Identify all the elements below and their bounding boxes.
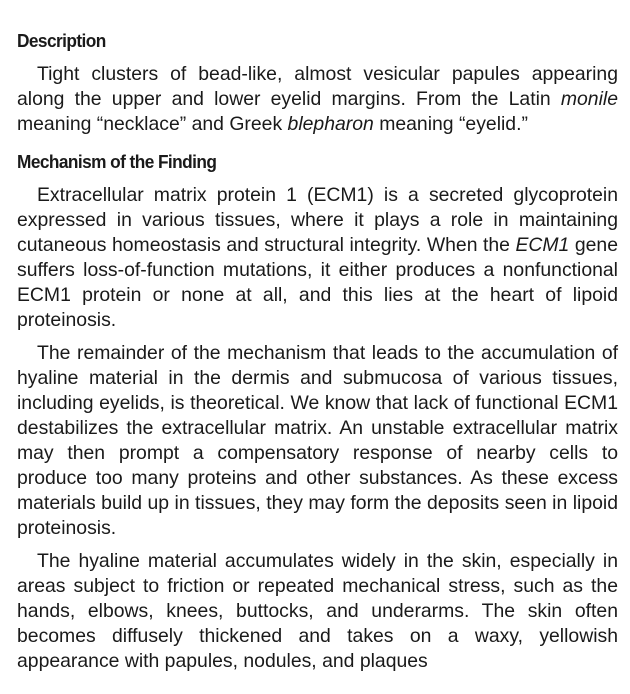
mechanism-paragraph-2 xyxy=(17,341,618,541)
section-heading-description: Description xyxy=(17,31,106,51)
italic-term-monile: monile xyxy=(560,88,618,110)
text-run: Tight clusters of bead-like, almost vesicular papules appearing along the upper and lower eyelid margins. From the Latin xyxy=(17,63,618,110)
mechanism-paragraph-1 xyxy=(17,183,618,333)
text-run: The hyaline material accumulates widely in the skin, especially in areas subject to friction or repeated mechanical stress, such as the hands, elbows, knees, buttocks, and underarms. The skin often becomes diffusely thickened and takes on a waxy, yellowish appearance with papules, nodules, and plaques xyxy=(17,550,618,672)
text-run: meaning “necklace” and Greek xyxy=(17,113,288,135)
text-run: gene suffers loss-of-function mutations, it either produces a nonfunctional ECM1 protein or none at all, and this lies at the heart of lipoid proteinosis. xyxy=(17,234,618,331)
italic-gene-name: ECM1 xyxy=(515,234,570,256)
description-paragraph xyxy=(17,62,618,137)
text-run: meaning “eyelid.” xyxy=(373,113,528,135)
italic-term-blepharon: blepharon xyxy=(287,113,374,135)
mechanism-paragraph-3 xyxy=(17,549,618,674)
document-page xyxy=(17,30,618,674)
section-heading-mechanism: Mechanism of the Finding xyxy=(17,152,217,172)
text-run: Extracellular matrix protein 1 (ECM1) is a secreted glycoprotein expressed in various tissues, where it plays a role in maintaining cutaneous homeostasis and structural integrity. When the xyxy=(17,184,618,256)
text-run: The remainder of the mechanism that leads to the accumulation of hyaline material in the dermis and submucosa of various tissues, including eyelids, is theoretical. We know that lack of functional ECM1 destabilizes the extracellular matrix. An unstable extracellular matrix may then prompt a compensatory response of nearby cells to produce too many proteins and other substances. As these excess materials build up in tissues, they may form the deposits seen in lipoid proteinosis. xyxy=(17,342,618,539)
